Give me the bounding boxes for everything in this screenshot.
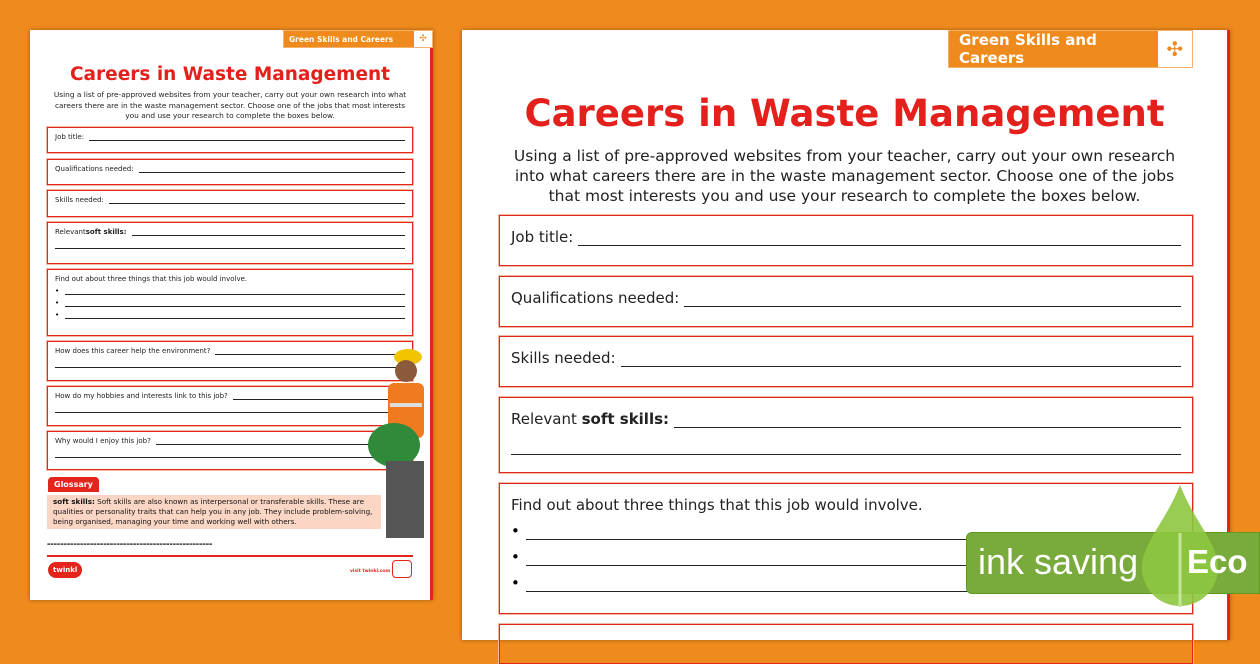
intro-text: Using a list of pre-approved websites from your teacher, carry out your own research into what careers there are in the waste management sector. Choose one of the jobs that most interests you and use your research to complete the boxes below. [513,147,1176,205]
row [55,191,405,204]
bullet: • [511,548,520,566]
waste-worker-illustration [366,343,436,538]
hobbies-box [47,386,413,426]
bullet: • [55,299,60,307]
eco-label: Eco [1187,543,1248,580]
soft-skills-box [499,397,1193,473]
topic-label: Green Skills and Careers [289,34,394,44]
wind-turbine-icon: ✣ [414,31,432,47]
skills-box [47,190,413,217]
row [55,223,405,236]
twinkl-logo: twinkl [48,562,82,578]
label: Job title: [55,133,85,141]
label: Why would I enjoy this job? [55,437,151,445]
label-bold: soft skills: [581,410,670,428]
label: Relevant [511,410,582,428]
label: Skills needed: [55,196,104,204]
quality-badge-icon [392,560,412,578]
bullet-line [55,307,405,319]
job-title-row [55,128,405,141]
glossary-text [47,495,381,529]
label: How do my hobbies and interests link to this job? [55,392,228,400]
bullet-line [55,295,405,307]
answer-line[interactable] [621,366,1181,367]
row [511,337,1181,367]
environment-box [47,341,413,381]
page-title: Careers in Waste Management [69,64,391,85]
glossary-label: Glossary [48,477,99,492]
ink-saving-label: ink saving [978,541,1139,582]
answer-line[interactable] [55,457,405,458]
disclaimer: ▬▬▬▬▬▬▬▬▬▬▬▬▬▬▬▬▬▬▬▬▬▬▬▬▬▬▬▬▬▬▬▬▬▬▬▬▬▬▬▬▬▬▬▬▬▬▬▬▬▬ [47,542,213,546]
bullet: • [55,311,60,319]
topic-tab [948,30,1193,68]
answer-line[interactable] [511,454,1181,455]
answer-line[interactable] [139,172,405,173]
glossary-definition: Soft skills are also known as interpersonal or transferable skills. These are qualities or personality traits that can help you in any job. They include problem-solving, being organised, managing your time and working well with others. [53,497,373,526]
row [55,432,405,445]
label: Find out about three things that this job would involve. [55,275,248,283]
glossary-term: soft skills: [53,497,95,506]
row [511,277,1181,307]
label: How does this career help the environment? [55,347,211,355]
job-title-box [47,127,413,153]
enjoy-box [47,431,413,470]
row [511,428,1181,455]
answer-line[interactable] [578,245,1181,246]
bullet: • [511,574,520,592]
soft-skills-box [47,222,413,264]
topic-tab [283,30,433,48]
answer-line[interactable] [55,412,405,413]
row [511,484,1181,514]
answer-line[interactable] [674,427,1181,428]
row [511,398,1181,428]
visit-link[interactable]: visit twinkl.com [350,569,391,574]
qualifications-box [499,276,1193,327]
topic-label: Green Skills and Careers [959,31,1097,67]
row [55,160,405,173]
label: Relevant [55,228,86,236]
answer-line[interactable] [65,306,405,307]
row [55,236,405,249]
answer-line[interactable] [109,203,405,204]
answer-line[interactable] [65,318,405,319]
label-bold: soft skills: [85,228,127,236]
three-things-box [47,269,413,336]
footer-divider [47,555,413,557]
page-title: Careers in Waste Management [524,92,1165,135]
row [55,445,405,458]
answer-line[interactable] [684,306,1181,307]
answer-line[interactable] [55,248,405,249]
row [55,270,405,283]
skills-box [499,336,1193,387]
label: Skills needed: [511,349,616,367]
environment-box [499,624,1193,664]
answer-line[interactable] [89,140,405,141]
label: Find out about three things that this job would involve. [511,496,923,514]
label: Qualifications needed: [511,289,680,307]
answer-line[interactable] [55,367,405,368]
label: Job title: [511,228,574,246]
bullet: • [55,287,60,295]
answer-line[interactable] [132,235,405,236]
row [55,355,405,368]
answer-line[interactable] [65,294,405,295]
bullet-line [55,283,405,295]
row [511,216,1181,246]
job-title-box [499,215,1193,266]
intro-text: Using a list of pre-approved websites from your teacher, carry out your own research into what careers there are in the waste management sector. Choose one of the jobs that most interests you and use your research to complete the boxes below. [53,90,407,120]
qualifications-box [47,159,413,185]
label: Qualifications needed: [55,165,134,173]
worksheet-thumbnail[interactable] [30,30,433,600]
wind-turbine-icon: ✣ [1158,31,1192,67]
bullet: • [511,522,520,540]
row [55,400,405,413]
row [55,387,405,400]
row [55,342,405,355]
